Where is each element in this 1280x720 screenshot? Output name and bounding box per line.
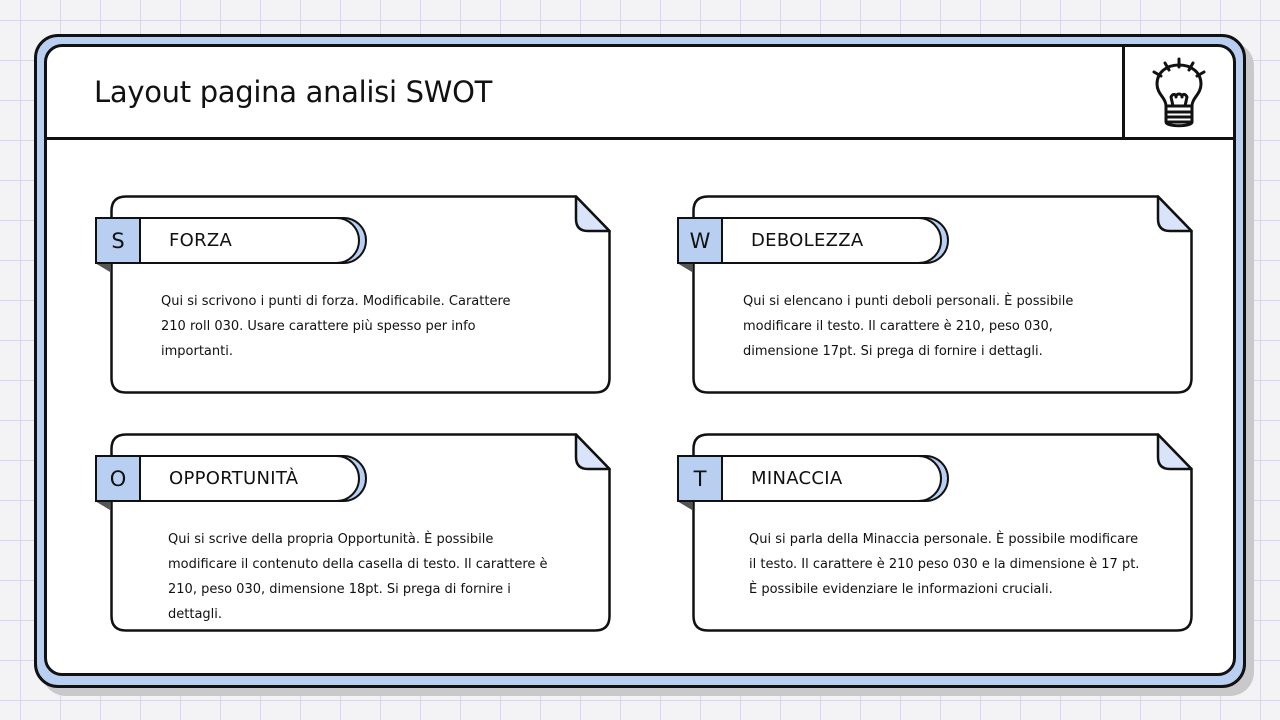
lightbulb-icon <box>1149 56 1209 132</box>
card-heading[interactable]: MINACCIA <box>751 468 843 489</box>
tab-fold <box>677 501 692 510</box>
card-body-text[interactable]: Qui si elencano i punti deboli personali. È possibile modificare il testo. Il carattere è 210, peso 030, dimensione 17pt. Si prega di fornire i dettagli. <box>743 294 1074 359</box>
tab-fold <box>95 263 110 272</box>
swot-card-strength <box>110 195 611 394</box>
swot-letter: W <box>677 217 723 264</box>
card-heading-pill <box>139 455 360 502</box>
card-heading[interactable]: OPPORTUNITÀ <box>169 468 299 489</box>
slide-header <box>47 47 1233 140</box>
tab-fold <box>95 501 110 510</box>
slide-title[interactable]: Layout pagina analisi SWOT <box>94 75 493 109</box>
swot-letter: S <box>95 217 141 264</box>
card-body-text[interactable]: Qui si parla della Minaccia personale. È possibile modificare il testo. Il carattere è 210 peso 030 e la dimensione è 17 pt. È possibile evidenziare le informazioni cruciali. <box>749 532 1140 597</box>
swot-card-opportunity <box>110 433 611 632</box>
card-heading-pill <box>139 217 360 264</box>
card-heading[interactable]: DEBOLEZZA <box>751 230 864 251</box>
swot-card-weakness <box>689 195 1193 394</box>
header-icon-cell <box>1122 47 1233 140</box>
swot-card-threat <box>692 433 1193 632</box>
card-body-text[interactable]: Qui si scrivono i punti di forza. Modificabile. Carattere 210 roll 030. Usare carattere più spesso per info importanti. <box>161 294 511 359</box>
swot-letter: O <box>95 455 141 502</box>
tab-fold <box>677 263 692 272</box>
card-heading-pill <box>721 217 942 264</box>
card-heading[interactable]: FORZA <box>169 230 233 251</box>
card-body-text[interactable]: Qui si scrive della propria Opportunità. È possibile modificare il contenuto della casella di testo. Il carattere è 210, peso 030, dimensione 18pt. Si prega di fornire i dettagli. <box>168 532 548 622</box>
card-heading-pill <box>721 455 942 502</box>
swot-letter: T <box>677 455 723 502</box>
